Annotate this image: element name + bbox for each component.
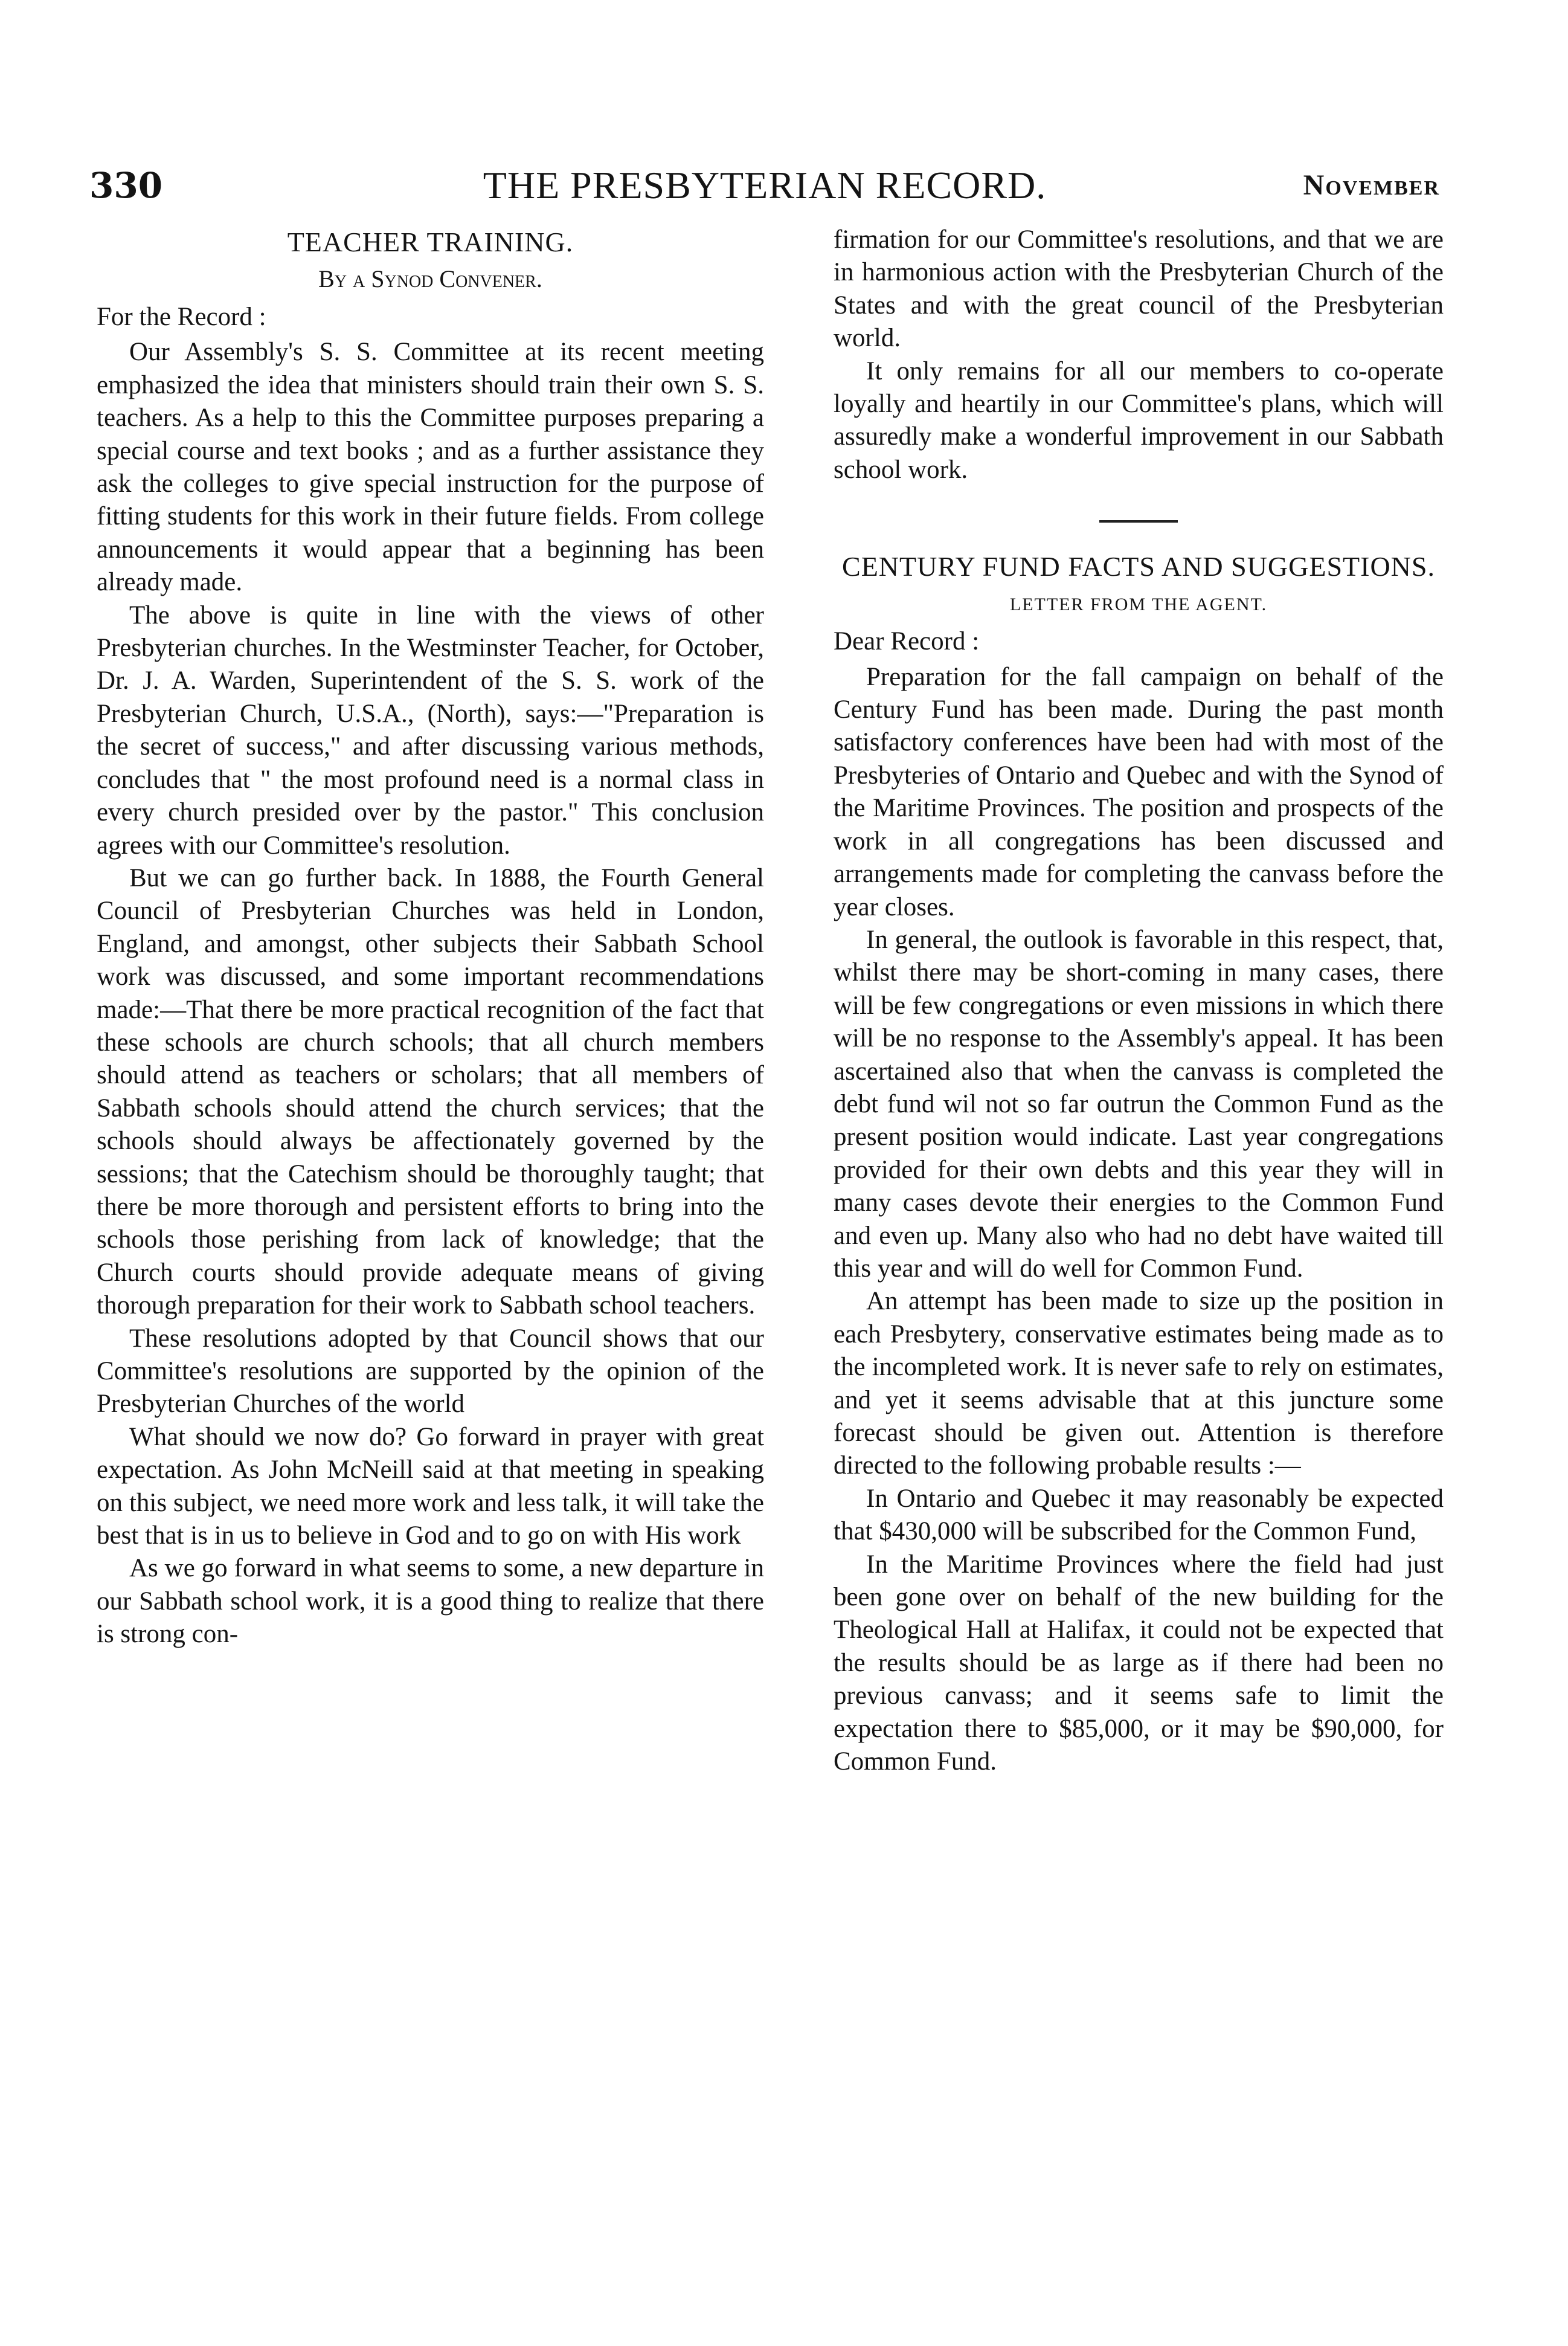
page-header	[89, 158, 1440, 213]
paragraph: It only remains for all our members to co-operate loyally and heartily in our Committee's plans, which will assuredly make a wonderful improvement in our Sabbath school work.	[834, 356, 1444, 484]
paragraph: What should we now do? Go forward in prayer with great expectation. As John McNeill said at that meeting in speaking on this subject, we need more work and less talk, it will take the best that is in us to believe in God and to go on with His work	[97, 1422, 764, 1550]
salutation: For the Record :	[97, 303, 266, 331]
paragraph: These resolutions adopted by that Council shows that our Committee's resolutions are supported by the opinion of the Presbyterian Churches of the world	[97, 1324, 764, 1419]
paragraph: In Ontario and Quebec it may reasonably be expected that $430,000 will be subscribed for the Common Fund,	[834, 1484, 1444, 1546]
paragraph: Preparation for the fall campaign on behalf of the Century Fund has been made. During the past month satisfactory conferences have been had with most of the Presbyteries of Ontario and Quebec and with the Synod of the Maritime Provinces. The position and prospects of the work in all congregations has been discussed and arrangements made for completing the canvass before the year closes.	[834, 662, 1444, 921]
section-divider	[1099, 520, 1178, 523]
article-title-century-fund: CENTURY FUND FACTS AND SUGGESTIONS.	[842, 551, 1435, 582]
paragraph: Our Assembly's S. S. Committee at its recent meeting emphasized the idea that ministers should train their own S. S. teachers. As a help to this the Committee purposes preparing a special course and text books ; and as a further assistance they ask the colleges to give special instruction for the purpose of fitting students for this work in their future fields. From college announcements it would appear that a beginning has been already made.	[97, 338, 764, 597]
article-byline: By a Synod Convener.	[318, 265, 542, 292]
article-title-teacher-training: TEACHER TRAINING.	[287, 227, 574, 257]
journal-title: THE PRESBYTERIAN RECORD.	[483, 164, 1047, 207]
issue-month: November	[1303, 169, 1440, 201]
paragraph: An attempt has been made to size up the position in each Presbytery, conservative estimates being made as to the incompleted work. It is never safe to rely on estimates, and yet it seems advisable that at this juncture some forecast should be given out. Attention is therefore directed to the following probable results :—	[834, 1287, 1444, 1480]
article-subhead: LETTER FROM THE AGENT.	[1009, 595, 1268, 615]
paragraph: But we can go further back. In 1888, the Fourth General Council of Presbyterian Churches was held in London, England, and amongst, other subjects their Sabbath School work was discussed, and some important recommendations made:—That there be more practical recognition of the fact that these schools are church schools; that all church members should attend as teachers or scholars; that all members of Sabbath schools should attend the church services; that the schools should always be affectionately governed by the sessions; that the Catechism should be thoroughly taught; that there be more thorough and persistent efforts to bring into the schools those perishing from lack of knowledge; that the Church courts should provide adequate means of giving thorough preparation for their work to Sabbath school teachers.	[97, 863, 764, 1320]
page-number: 330	[89, 165, 163, 206]
paragraph: The above is quite in line with the views of other Presbyterian churches. In the Westminster Teacher, for October, Dr. J. A. Warden, Superintendent of the S. S. work of the Presbyterian Church, U.S.A., (North), says:—"Preparation is the secret of success," and after discussing various methods, concludes that " the most profound need is a normal class in every church presided over by the pastor." This conclusion agrees with our Committee's resolution.	[97, 601, 764, 860]
paragraph: As we go forward in what seems to some, a new departure in our Sabbath school work, it is a good thing to realize that there is strong con-	[97, 1554, 764, 1649]
left-column	[97, 224, 764, 1651]
salutation: Dear Record :	[834, 627, 980, 656]
paragraph: In general, the outlook is favorable in this respect, that, whilst there may be short-coming in many cases, there will be few congregations or even missions in which there will be no response to the Assembly's appeal. It has been ascertained also that when the canvass is completed the debt fund wil not so far outrun the Common Fund as the present position would indicate. Last year congregations provided for their own debts and this year they will in many cases devote their energies to the Common Fund and even up. Many also who had no debt have waited till this year and will do well for Common Fund.	[834, 925, 1444, 1283]
paragraph-continued: firmation for our Committee's resolutions, and that we are in harmonious action with the Presbyterian Church of the States and with the great council of the Presbyterian world.	[834, 225, 1444, 353]
right-column	[834, 224, 1444, 1778]
paragraph: In the Maritime Provinces where the field had just been gone over on behalf of the new building for the Theological Hall at Halifax, it could not be expected that the results should be as large as if there had been no previous canvass; and it seems safe to limit the expectation there to $85,000, or it may be $90,000, for Common Fund.	[834, 1550, 1444, 1776]
